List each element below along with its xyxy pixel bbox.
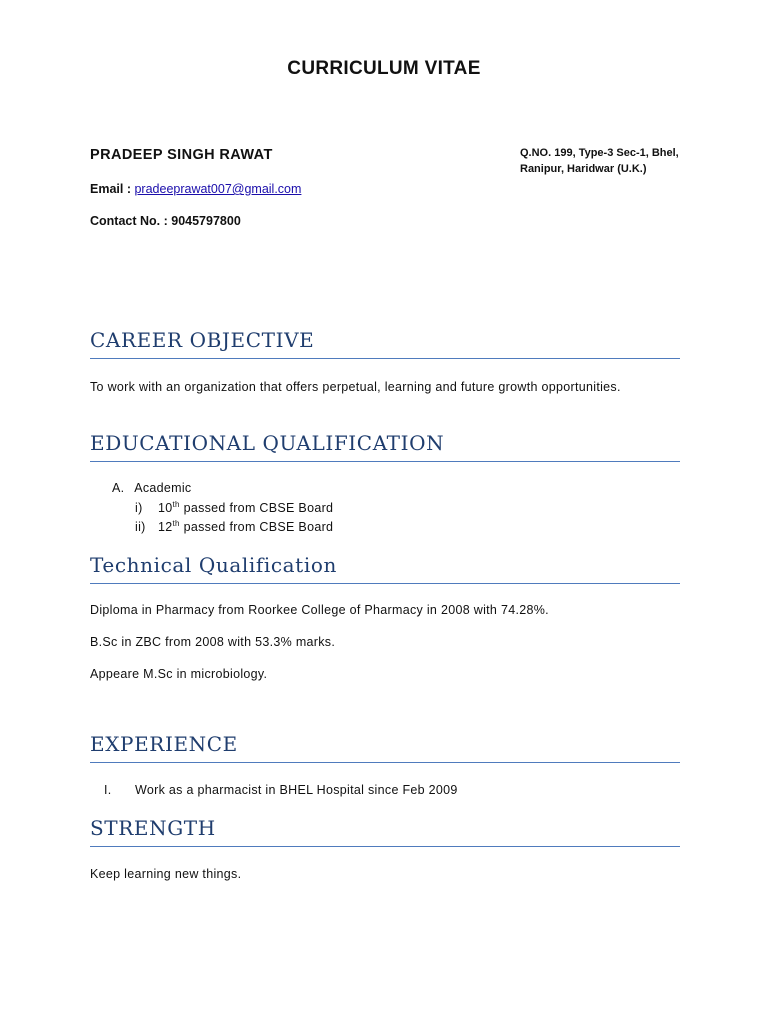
contact-number: 9045797800: [171, 214, 241, 228]
career-objective-heading: CAREER OBJECTIVE: [90, 328, 680, 359]
strength-text: Keep learning new things.: [90, 867, 242, 881]
contact-label: Contact No. :: [90, 214, 172, 228]
education-group-label: Academic: [134, 481, 192, 495]
education-item: [135, 501, 333, 515]
address-block: [520, 145, 679, 177]
education-item-marker: ii): [135, 520, 146, 534]
technical-line: Diploma in Pharmacy from Roorkee College of Pharmacy in 2008 with 74.28%.: [90, 603, 549, 617]
technical-heading: Technical Qualification: [90, 553, 680, 584]
education-item-num: 10: [158, 501, 173, 515]
education-heading: EDUCATIONAL QUALIFICATION: [90, 431, 680, 462]
experience-item-marker: I.: [104, 783, 112, 797]
email-label: Email :: [90, 182, 135, 196]
career-objective-text: To work with an organization that offers perpetual, learning and future growth opportunities.: [90, 380, 621, 394]
strength-heading: STRENGTH: [90, 816, 680, 847]
address-line-2: Ranipur, Haridwar (U.K.): [520, 163, 647, 175]
education-item: [135, 520, 333, 534]
experience-item: [104, 783, 458, 797]
email-link[interactable]: pradeeprawat007@gmail.com: [134, 182, 302, 196]
education-group: [112, 481, 192, 495]
education-item-num: 12: [158, 520, 173, 534]
education-item-text: passed from CBSE Board: [179, 501, 334, 515]
technical-line: B.Sc in ZBC from 2008 with 53.3% marks.: [90, 635, 336, 649]
education-group-marker: A.: [112, 481, 125, 495]
education-item-sup: th: [172, 499, 180, 509]
contact-row: [90, 214, 241, 228]
document-title: CURRICULUM VITAE: [287, 58, 481, 79]
address-line-1: Q.NO. 199, Type-3 Sec-1, Bhel,: [520, 147, 679, 159]
candidate-name: PRADEEP SINGH RAWAT: [90, 147, 273, 163]
experience-heading: EXPERIENCE: [90, 732, 680, 763]
experience-item-text: Work as a pharmacist in BHEL Hospital since Feb 2009: [135, 783, 458, 797]
education-item-marker: i): [135, 501, 143, 515]
email-row: [90, 182, 301, 196]
technical-line: Appeare M.Sc in microbiology.: [90, 667, 268, 681]
education-item-text: passed from CBSE Board: [179, 520, 334, 534]
education-item-sup: th: [172, 518, 180, 528]
